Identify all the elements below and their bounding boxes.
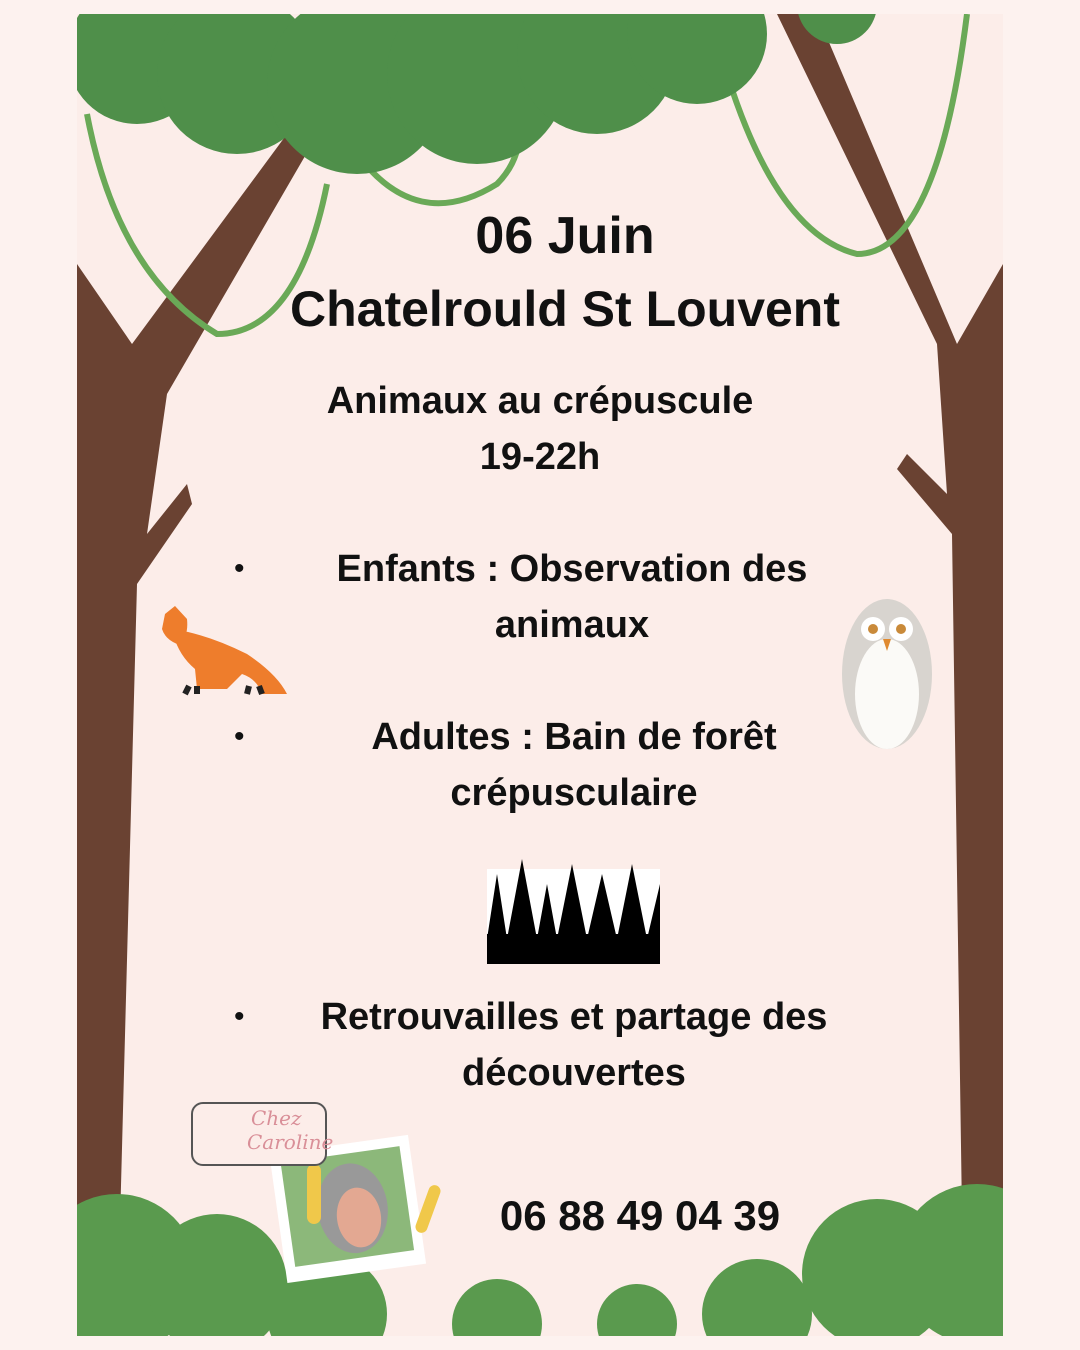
logo-text: Caroline <box>247 1130 334 1154</box>
event-date: 06 Juin <box>475 207 655 265</box>
event-poster <box>77 14 1003 1336</box>
bullet: • <box>234 552 245 585</box>
logo-text: Chez <box>251 1106 302 1130</box>
owl-illustration <box>842 599 932 749</box>
activity-children-line1: Enfants : Observation des <box>336 548 808 590</box>
activity-sharing-line1: Retrouvailles et partage des <box>320 996 828 1038</box>
bullet: • <box>234 720 245 753</box>
forest-silhouette-image <box>487 859 660 964</box>
fox-illustration <box>162 606 287 694</box>
activity-children-line2: animaux <box>494 604 650 646</box>
phone-number[interactable]: 06 88 49 04 39 <box>499 1192 781 1239</box>
chez-caroline-logo <box>191 1102 334 1166</box>
cattail-decoration <box>307 1164 321 1224</box>
event-location: Chatelrould St Louvent <box>290 281 840 337</box>
event-hours: 19-22h <box>479 436 601 478</box>
activity-sharing-line2: découvertes <box>462 1052 686 1094</box>
event-subtitle: Animaux au crépuscule <box>326 380 754 422</box>
activity-adults-line1: Adultes : Bain de forêt <box>371 716 777 758</box>
activity-adults-line2: crépusculaire <box>450 772 698 814</box>
bullet: • <box>234 1000 245 1033</box>
